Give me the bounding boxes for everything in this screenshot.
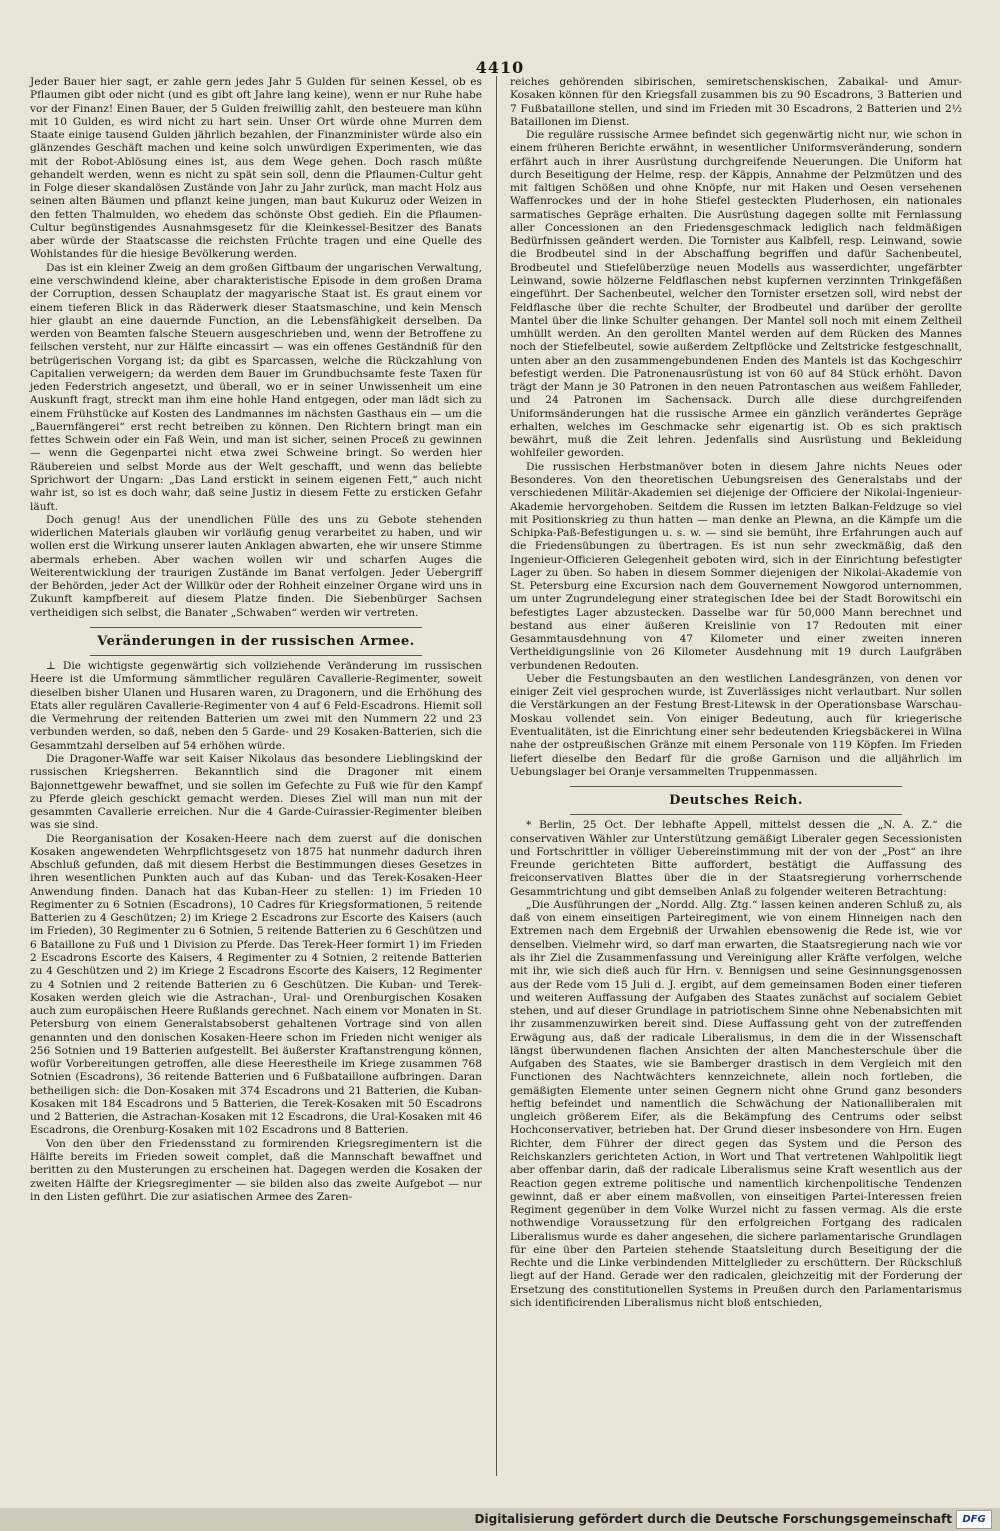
- paragraph: Von den über den Friedensstand zu formirenden Kriegsregimentern ist die Hälfte bereits im Frieden soweit complet, daß die Mannschaft bewaffnet und beritten zu den Musterungen zu erscheinen hat. Dagegen werden die Kosaken der zweiten Hälfte der Kriegsregimenter — sie bilden also das zweite Aufgebot — nur in den Listen geführt. Die zur asiatischen Armee des Zaren-: [30, 1137, 482, 1203]
- paragraph: Die reguläre russische Armee befindet sich gegenwärtig nicht nur, wie schon in einem früheren Berichte erwähnt, in wesentlicher Uniformsveränderung, sondern erfährt auch in ihrer Ausrüstung durchgreifende Neuerungen. Die Uniform hat durch Beseitigung der Helme, resp. der Käppis, Annahme der Pelzmützen und des mit faltigen Schößen und ohne Knöpfe, nur mit Haken und Oesen versehenen Waffenrockes und der in hohe Stiefel gesteckten Pluderhosen, ein nationales sarmatisches Gepräge erhalten. Die Ausrüstung dagegen sollte mit Fernlassung aller Concessionen an den Friedensgeschmack lediglich nach feldmäßigen Bedürfnissen geändert werden. Die Tornister aus Kalbfell, resp. Leinwand, sowie die Brodbeutel sind in der Abschaffung begriffen und dafür Sachenbeutel, Brodbeutel und Stiefelüberzüge neuen Modells aus wasserdichter, ungefärbter Leinwand, sowie hölzerne Feldflaschen nebst kupfernen verzinnten Trinkgefäßen eingeführt. Der Sachenbeutel, welcher den Tornister ersetzen soll, wird nebst der Feldflasche über die rechte Schulter, der Brodbeutel und darüber der gerollte Mantel über die linke Schulter gehangen. Der Mantel soll noch mit einem Zeltheil umhüllt werden. An den gerollten Mantel werden auf dem Rücken des Mannes noch der Stiefelbeutel, sowie außerdem Zeltpflöcke und Zeltstricke festgeschnallt, unten aber an den zusammengebundenen Enden des Mantels ist das Kochgeschirr befestigt werden. Die Patronenausrüstung ist von 60 auf 84 Stück erhöht. Davon trägt der Mann je 30 Patronen in den neuen Patrontaschen aus weißem Fahlleder, und 24 Patronen im Sachensack. Durch alle diese durchgreifenden Uniformsänderungen hat die russische Armee ein gänzlich verändertes Gepräge erhalten, welches im Geschmacke sehr eigenartig ist. Ob es sich praktisch bewährt, muß die Zeit lehren. Jedenfalls sind Ausrüstung und Bekleidung wohlfeiler geworden.: [510, 129, 962, 460]
- paragraph: Doch genug! Aus der unendlichen Fülle des uns zu Gebote stehenden widerlichen Materials glauben wir vorläufig genug verarbeitet zu haben, und wir wollen erst die Wirkung unserer lauten Anklagen abwarten, ehe wir unsere Stimme abermals erheben. Aber wachen wollen wir und scharfen Auges die Weiterentwicklung der traurigen Zustände im Banat verfolgen. Jeder Uebergriff der Behörden, jeder Act der Willkür oder der Rohheit einzelner Organe wird uns in Zukunft kampfbereit auf diesem Platze finden. Die Siebenbürger Sachsen vertheidigen sich selbst, die Banater „Schwaben“ werden wir vertreten.: [30, 513, 482, 619]
- footer-credit-text: Digitalisierung gefördert durch die Deutsche Forschungsgemeinschaft: [474, 1512, 952, 1526]
- right-paragraphs-part2: [510, 819, 962, 1310]
- paragraph: „Die Ausführungen der „Nordd. Allg. Ztg.“ lassen keinen anderen Schluß zu, als daß von einem einseitigen Parteiregiment, wie von einem Hinneigen nach den Extremen nach dem Ergebniß der Urwahlen ebensowenig die Rede ist, wie vor denselben. Vielmehr wird, so darf man erwarten, die Staatsregierung nach wie vor als ihr Ziel die Zusammenfassung und Vereinigung aller Kräfte verfolgen, welche mit ihr, wie sich dieß auch für Hrn. v. Bennigsen und seine Gesinnungsgenossen aus der Rede vom 15 Juli d. J. ergibt, auf dem gemeinsamen Boden einer tieferen und weiteren Auffassung der Aufgaben des Staates zunächst auf socialem Gebiet stehen, und auf dieser Grundlage in patriotischem Sinne ohne Nebenabsichten mit ihr zusammenzuwirken bereit sind. Diese Auffassung geht von der zutreffenden Erwägung aus, daß der radicale Liberalismus, in dem die in der Wissenschaft längst überwundenen flachen Ansichten der alten Manchesterschule über die Aufgaben des Staates, wie sie Bamberger drastisch in dem Vergleich mit den Functionen des Nachtwächters kennzeichnete, allein noch fortleben, die gemäßigten Elemente unter seinen Gegnern nicht ohne Grund ganz besonders heftig befeindet und namentlich die Schwächung der Nationalliberalen mit ungleich größerem Eifer, als die Bekämpfung des Centrums oder selbst Hochconservativer, betrieben hat. Der Grund dieser insbesondere von Hrn. Eugen Richter, dem Führer der direct gegen das System und die Person des Reichskanzlers gerichteten Action, in Wort und That vertretenen Wahlpolitik liegt aber offenbar darin, daß der radicale Liberalismus seine Kraft wesentlich aus der Reaction gegen extreme politische und namentlich kirchenpolitische Tendenzen gewinnt, daß er aber einem maßvollen, von einseitigen Partei-Interessen freien Regiment gegenüber in dem Volke Wurzel nicht zu fassen vermag. Als die erste nothwendige Voraussetzung für den erfolgreichen Fortgang des radicalen Liberalismus wurde es daher angesehen, die sichere parlamentarische Grundlagen für eine über den Parteien stehende Staatsleitung durch Beseitigung der die Rechte und die Linke verbindenden Mittelglieder zu erschüttern. Der Rückschluß liegt auf der Hand. Gerade wer den radicalen, gleichzeitig mit der Forderung der Ersetzung des constitutionellen Systems in Preußen durch den Parlamentarismus sich identificirenden Liberalismus nicht bloß entschieden,: [510, 898, 962, 1309]
- page-number: 4410: [475, 58, 525, 77]
- paragraph: Die Reorganisation der Kosaken-Heere nach dem zuerst auf die donischen Kosaken angewendeten Wehrpflichtsgesetz von 1875 hat nunmehr dadurch ihren Abschluß gefunden, daß mit diesem Herbst die Bestimmungen dieses Gesetzes in ihren wesentlichen Punkten auch auf das Kuban- und das Terek-Kosaken-Heer Anwendung finden. Danach hat das Kuban-Heer zu stellen: 1) im Frieden 10 Regimenter zu 6 Sotnien (Escadrons), 10 Cadres für Kriegsformationen, 5 reitende Batterien zu 4 Geschützen; 2) im Kriege 2 Escadrons zur Escorte des Kaisers (auch im Frieden), 30 Regimenter zu 6 Sotnien, 5 reitende Batterien zu 6 Geschützen und 6 Bataillone zu Fuß und 1 Division zu Pferde. Das Terek-Heer formirt 1) im Frieden 2 Escadrons Escorte des Kaisers, 4 Regimenter zu 4 Sotnien, 2 reitende Batterien zu 4 Geschützen und 2) im Kriege 2 Escadrons Escorte des Kaisers, 12 Regimenter zu 4 Sotnien und 2 reitende Batterien zu 6 Geschützen. Die Kuban- und Terek-Kosaken werden gleich wie die Astrachan-, Ural- und Orenburgischen Kosaken auch zum europäischen Heere Rußlands gerechnet. Nach einem vor Monaten in St. Petersburg von einem Generalstabsoberst gehaltenen Vortrage sind von allen genannten und den donischen Kosaken-Heere schon im Frieden nicht weniger als 256 Sotnien und 19 Batterien aufgestellt. Bei äußerster Kraftanstrengung können, wofür Vorbereitungen getroffen, alle diese Heerestheile im Kriege zusammen 768 Sotnien (Escadrons), 36 reitende Batterien und 6 Fußbataillone aufbringen. Daran betheiligen sich: die Don-Kosaken mit 374 Escadrons und 21 Batterien, die Kuban-Kosaken mit 184 Escadrons und 5 Batterien, die Terek-Kosaken mit 50 Escadrons und 2 Batterien, die Astrachan-Kosaken mit 12 Escadrons, die Ural-Kosaken mit 46 Escadrons, die Orenburg-Kosaken mit 102 Escadrons und 8 Batterien.: [30, 832, 482, 1137]
- right-paragraphs-part1: [510, 76, 962, 779]
- left-paragraphs-part1: [30, 76, 482, 620]
- paragraph: Ueber die Festungsbauten an den westlichen Landesgränzen, von denen vor einiger Zeit viel gesprochen wurde, ist Zuverlässiges nicht verlautbart. Nur sollen die Verstärkungen an der Festung Brest-Litewsk in der Operationsbase Warschau-Moskau vollendet sein. Von einiger Bedeutung, auch für kriegerische Eventualitäten, ist die Einrichtung einer sehr bedeutenden Kriegsbäckerei in Wilna nahe der ostpreußischen Gränze mit einem Personale von 119 Köpfen. Im Frieden liefert dieselbe den Bedarf für die große Garnison und die alljährlich im Uebungslager bei Oranje versammelten Truppenmassen.: [510, 672, 962, 778]
- section-divider: [90, 627, 422, 628]
- left-column: [30, 76, 482, 1204]
- left-paragraphs-part2: [30, 660, 482, 1204]
- section-divider: [90, 655, 422, 656]
- paragraph: reiches gehörenden sibirischen, semiretschenskischen, Zabaikal- und Amur-Kosaken können für den Kriegsfall zusammen bis zu 90 Escadrons, 3 Batterien und 7 Fußbataillone stellen, und sind im Frieden mit 30 Escadrons, 2 Batterien und 2½ Bataillonen im Dienst.: [510, 76, 962, 128]
- dfg-logo: DFG: [956, 1510, 992, 1529]
- paragraph: Die russischen Herbstmanöver boten in diesem Jahre nichts Neues oder Besonderes. Von den theoretischen Uebungsreisen des Generalstabs und der verschiedenen Militär-Akademien sei diejenige der Officiere der Nikolai-Ingenieur-Akademie hervorgehoben. Seitdem die Russen im letzten Balkan-Feldzuge so viel mit Positionskrieg zu thun hatten — man denke an Plewna, an die Kämpfe um die Schipka-Paß-Befestigungen u. s. w. — sind sie bemüht, ihre Erfahrungen auch auf die Friedensübungen zu übertragen. Es ist nun sehr zweckmäßig, daß den Ingenieur-Officieren Gelegenheit geboten wird, sich in der Einrichtung befestigter Lager zu üben. So haben in diesem Sommer diejenigen der Nikolai-Akademie von St. Petersburg eine Excursion nach dem Gouvernement Nowgorod unternommen, um unter Zugrundelegung einer strategischen Idee bei der Stadt Borowitschi ein befestigtes Lager abzustecken. Dasselbe war für 50,000 Mann berechnet und bestand aus einer äußeren Kreislinie von 17 Redouten mit einer Gesammtausdehnung von 47 Kilometer und einer zweiten inneren Vertheidigungslinie von 26 Kilometer Ausdehnung mit 19 durch Laufgräben verbundenen Redouten.: [510, 460, 962, 672]
- column-rule: [496, 76, 497, 1476]
- right-column: [510, 76, 962, 1310]
- paragraph: ⊥ Die wichtigste gegenwärtig sich vollziehende Veränderung im russischen Heere ist die Umformung sämmtlicher regulären Cavallerie-Regimenter, soweit dieselben bisher Ulanen und Husaren waren, zu Dragonern, und die Erhöhung des Etats aller regulären Cavallerie-Regimenter von 4 auf 6 Feld-Escadrons. Hiemit soll die Vermehrung der reitenden Batterien um zwei mit den Nummern 22 und 23 verbunden werden, so daß, neben den 5 Garde- und 29 Kosaken-Batterien, sich die Gesammtzahl derselben auf 54 erhöhen würde.: [30, 660, 482, 752]
- section-heading-russian-army: Veränderungen in der russischen Armee.: [97, 633, 415, 649]
- paragraph: Das ist ein kleiner Zweig an dem großen Giftbaum der ungarischen Verwaltung, eine verschwindend kleine, aber charakteristische Episode in dem großen Drama der Corruption, dessen Schauplatz der magyarische Staat ist. Es graut einem vor einem tieferen Blick in das Räderwerk dieser Staatsmaschine, und kein Mensch hier glaubt an eine dauernde Function, an die Lebensfähigkeit derselben. Da werden von Beamten falsche Steuern ausgeschrieben und, wenn der Betroffene zu feilschen versteht, nur zur Hälfte eincassirt — was ein offenes Geständniß für den betrügerischen Vorgang ist; da gibt es Sparcassen, welche die Rückzahlung von Capitalien verweigern; da werden dem Bauer im Grundbuchsamte feste Taxen für jeden Federstrich angesetzt, und überall, wo er in seiner Unwissenheit um eine Auskunft fragt, streckt man ihm eine hohle Hand entgegen, oder man lädt sich zu einem Frühstücke auf Kosten des Landmannes im nächsten Gasthaus ein — um die „Bauernfängerei“ erst recht betreiben zu können. Den Richtern bringt man ein fettes Schwein oder ein Faß Wein, und man ist sicher, seinen Proceß zu gewinnen — wenn die Gegenpartei nicht etwa zwei Schweine bringt. So werden hier Räubereien und selbst Morde aus der Welt geschafft, und wenn das beliebte Sprichwort der Ungarn: „Das Land erstickt in seinem eigenen Fett,“ auch nicht wahr ist, so ist es doch wahr, daß seine Justiz in diesem Fette zu ersticken Gefahr läuft.: [30, 261, 482, 513]
- section-divider: [570, 786, 902, 787]
- section-heading-deutsches-reich: Deutsches Reich.: [669, 793, 803, 809]
- section-divider: [570, 814, 902, 815]
- paragraph: Die Dragoner-Waffe war seit Kaiser Nikolaus das besondere Lieblingskind der russischen Kriegsherren. Bekanntlich sind die Dragoner mit einem Bajonnettgewehr bewaffnet, und sie sollen im Gefechte zu Fuß wie für den Kampf zu Pferde gleich geschickt gemacht werden. Dieses Ziel will man nun mit der gesammten Cavallerie erreichen. Nur die 4 Garde-Cuirassier-Regimenter bleiben was sie sind.: [30, 753, 482, 832]
- paragraph: Jeder Bauer hier sagt, er zahle gern jedes Jahr 5 Gulden für seinen Kessel, ob es Pflaumen gibt oder nicht (und es gibt oft Jahre lang keine), wenn er nur Ruhe habe vor der Finanz! Einen Bauer, der 5 Gulden freiwillig zahlt, den besteuere man kühn mit 10 Gulden, es wird nicht zu hart sein. Unser Ort würde ohne Murren dem Staate einige tausend Gulden jährlich bezahlen, der Finanzminister würde also ein glänzendes Geschäft machen und keine solch unwürdigen Experimenten, wie das mit der Robot-Ablösung eines ist, aus dem Wege gehen. Doch rasch müßte gehandelt werden, wenn es nicht zu spät sein soll, denn die Pflaumen-Cultur geht in Folge dieser skandalösen Zustände von Jahr zu Jahr zurück, man macht Holz aus seinen alten Bäumen und pflanzt keine jungen, man baut Kukuruz oder Weizen in den fetten Thalmulden, wo ehedem das schönste Obst gedieh. Ein die Pflaumen-Cultur begünstigendes Ausnahmsgesetz für die Kleinkessel-Besitzer des Banats aber würde der Staatscasse die reichsten Früchte tragen und eine Quelle des Wohlstandes für die hiesige Bevölkerung werden.: [30, 76, 482, 261]
- paragraph: * Berlin, 25 Oct. Der lebhafte Appell, mittelst dessen die „N. A. Z.“ die conservativen Wähler zur Unterstützung gemäßigt Liberaler gegen Secessionisten und Fortschrittler in völliger Uebereinstimmung mit der von der „Post“ an ihre Freunde gerichteten Bitte auffordert, bestätigt die Auffassung des freiconservativen Blattes über die in der Staatsregierung vorherrschende Gesammtrichtung und gibt demselben Anlaß zu folgender weiteren Betrachtung:: [510, 819, 962, 898]
- footer-bar: [0, 1508, 1000, 1531]
